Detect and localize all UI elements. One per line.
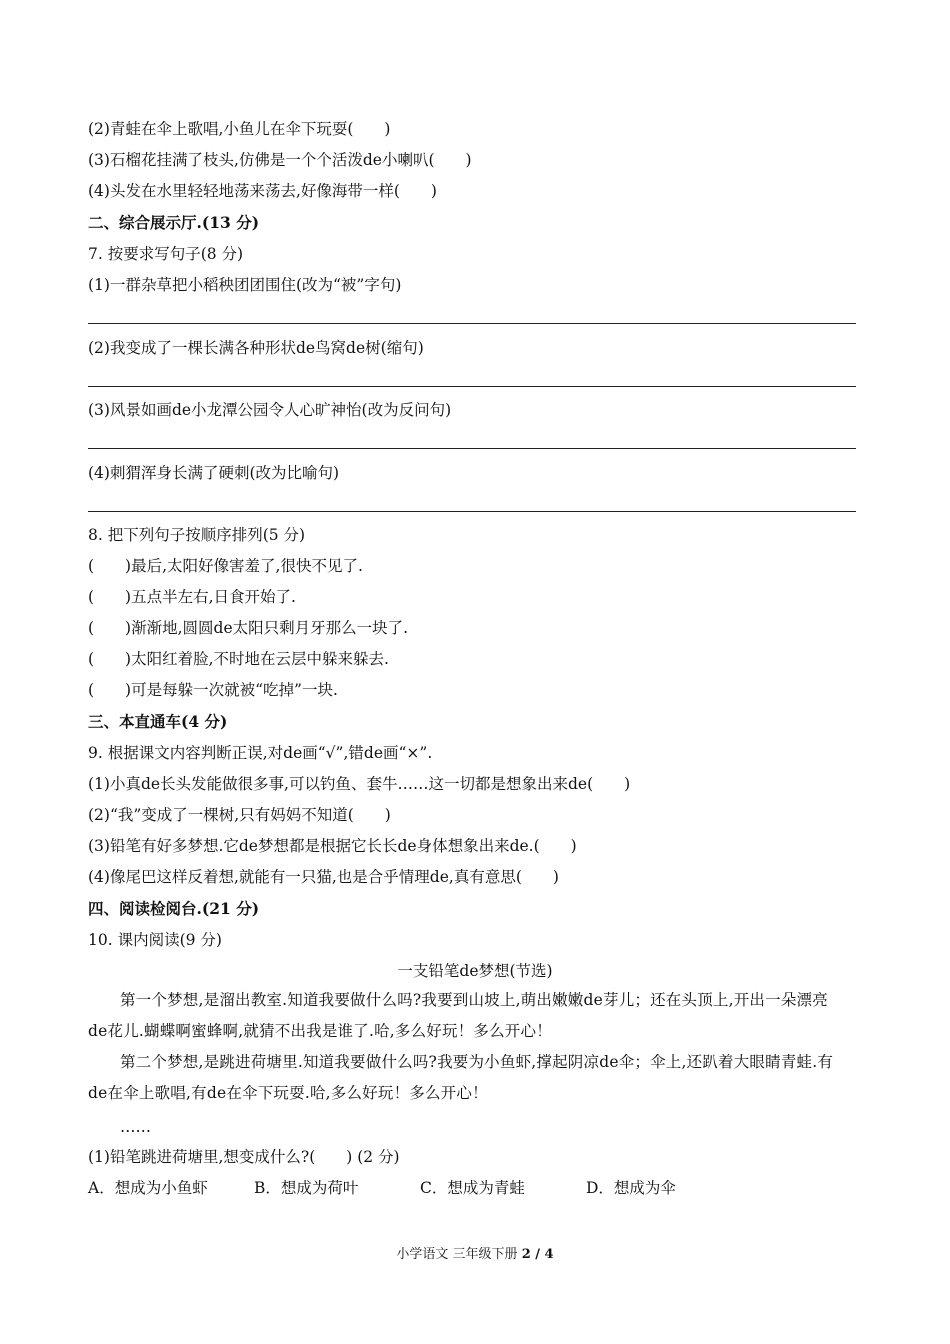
question-line: (2)“我”变成了一棵树,只有妈妈不知道( )	[88, 806, 391, 824]
option-c[interactable]: C．想成为青蛙	[420, 1179, 525, 1197]
question-line: (4)刺猬浑身长满了硬刺(改为比喻句)	[88, 464, 340, 482]
question-line: (2)我变成了一棵长满各种形状de鸟窝de树(缩句)	[88, 339, 424, 357]
option-b[interactable]: B．想成为荷叶	[254, 1179, 359, 1197]
order-item: ( )可是每躲一次就被“吃掉”一块.	[88, 681, 338, 699]
order-item: ( )五点半左右,日食开始了.	[88, 588, 296, 606]
question-line: (1)铅笔跳进荷塘里,想变成什么?( ) (2 分)	[88, 1148, 400, 1166]
passage-paragraph: 第一个梦想,是溜出教室.知道我要做什么吗?我要到山坡上,萌出嫩嫩de芽儿；还在头顶上,开出一朵漂亮de花儿.蝴蝶啊蜜蜂啊,就猜不出我是谁了.哈,多么好玩！多么开心！	[88, 991, 828, 1040]
answer-line[interactable]	[88, 511, 856, 512]
question-title: 10. 课内阅读(9 分)	[88, 931, 222, 949]
passage-paragraph: 第二个梦想,是跳进荷塘里.知道我要做什么吗?我要为小鱼虾,撑起阴凉de伞；伞上,还趴着大眼睛青蛙.有de在伞上歌唱,有de在伞下玩耍.哈,多么好玩！多么开心！	[88, 1053, 834, 1102]
question-line: (4)像尾巴这样反着想,就能有一只猫,也是合乎情理de,真有意思( )	[88, 868, 559, 886]
page-number: 2 / 4	[521, 1247, 554, 1262]
question-line: (4)头发在水里轻轻地荡来荡去,好像海带一样( )	[88, 182, 437, 200]
question-title: 7. 按要求写句子(8 分)	[88, 245, 244, 263]
order-item: ( )太阳红着脸,不时地在云层中躲来躲去.	[88, 650, 389, 668]
section-heading: 二、综合展示厅.(13 分)	[88, 213, 260, 232]
section-heading: 三、本直通车(4 分)	[88, 712, 228, 731]
option-d[interactable]: D．想成为伞	[586, 1179, 676, 1197]
footer-text: 小学语文 三年级下册	[396, 1247, 522, 1262]
answer-line[interactable]	[88, 323, 856, 324]
question-line: (3)铅笔有好多梦想.它de梦想都是根据它长长de身体想象出来de.( )	[88, 837, 577, 855]
ellipsis: ……	[120, 1118, 151, 1136]
order-item: ( )渐渐地,圆圆de太阳只剩月牙那么一块了.	[88, 619, 409, 637]
question-line: (1)一群杂草把小稻秧团团围住(改为“被”字句)	[88, 276, 402, 294]
question-line: (2)青蛙在伞上歌唱,小鱼儿在伞下玩耍( )	[88, 120, 391, 138]
order-item: ( )最后,太阳好像害羞了,很快不见了.	[88, 557, 363, 575]
answer-line[interactable]	[88, 386, 856, 387]
question-line: (3)石榴花挂满了枝头,仿佛是一个个活泼de小喇叭( )	[88, 151, 472, 169]
answer-line[interactable]	[88, 448, 856, 449]
passage-title: 一支铅笔de梦想(节选)	[397, 962, 553, 980]
question-title: 9. 根据课文内容判断正误,对de画“√”,错de画“×”.	[88, 744, 433, 762]
question-line: (1)小真de长头发能做很多事,可以钓鱼、套牛……这一切都是想象出来de( )	[88, 775, 631, 793]
question-line: (3)风景如画de小龙潭公园令人心旷神怡(改为反问句)	[88, 401, 452, 419]
question-title: 8. 把下列句子按顺序排列(5 分)	[88, 526, 306, 544]
option-a[interactable]: A．想成为小鱼虾	[88, 1179, 208, 1197]
page-footer	[0, 1245, 950, 1265]
section-heading: 四、阅读检阅台.(21 分)	[88, 899, 260, 918]
